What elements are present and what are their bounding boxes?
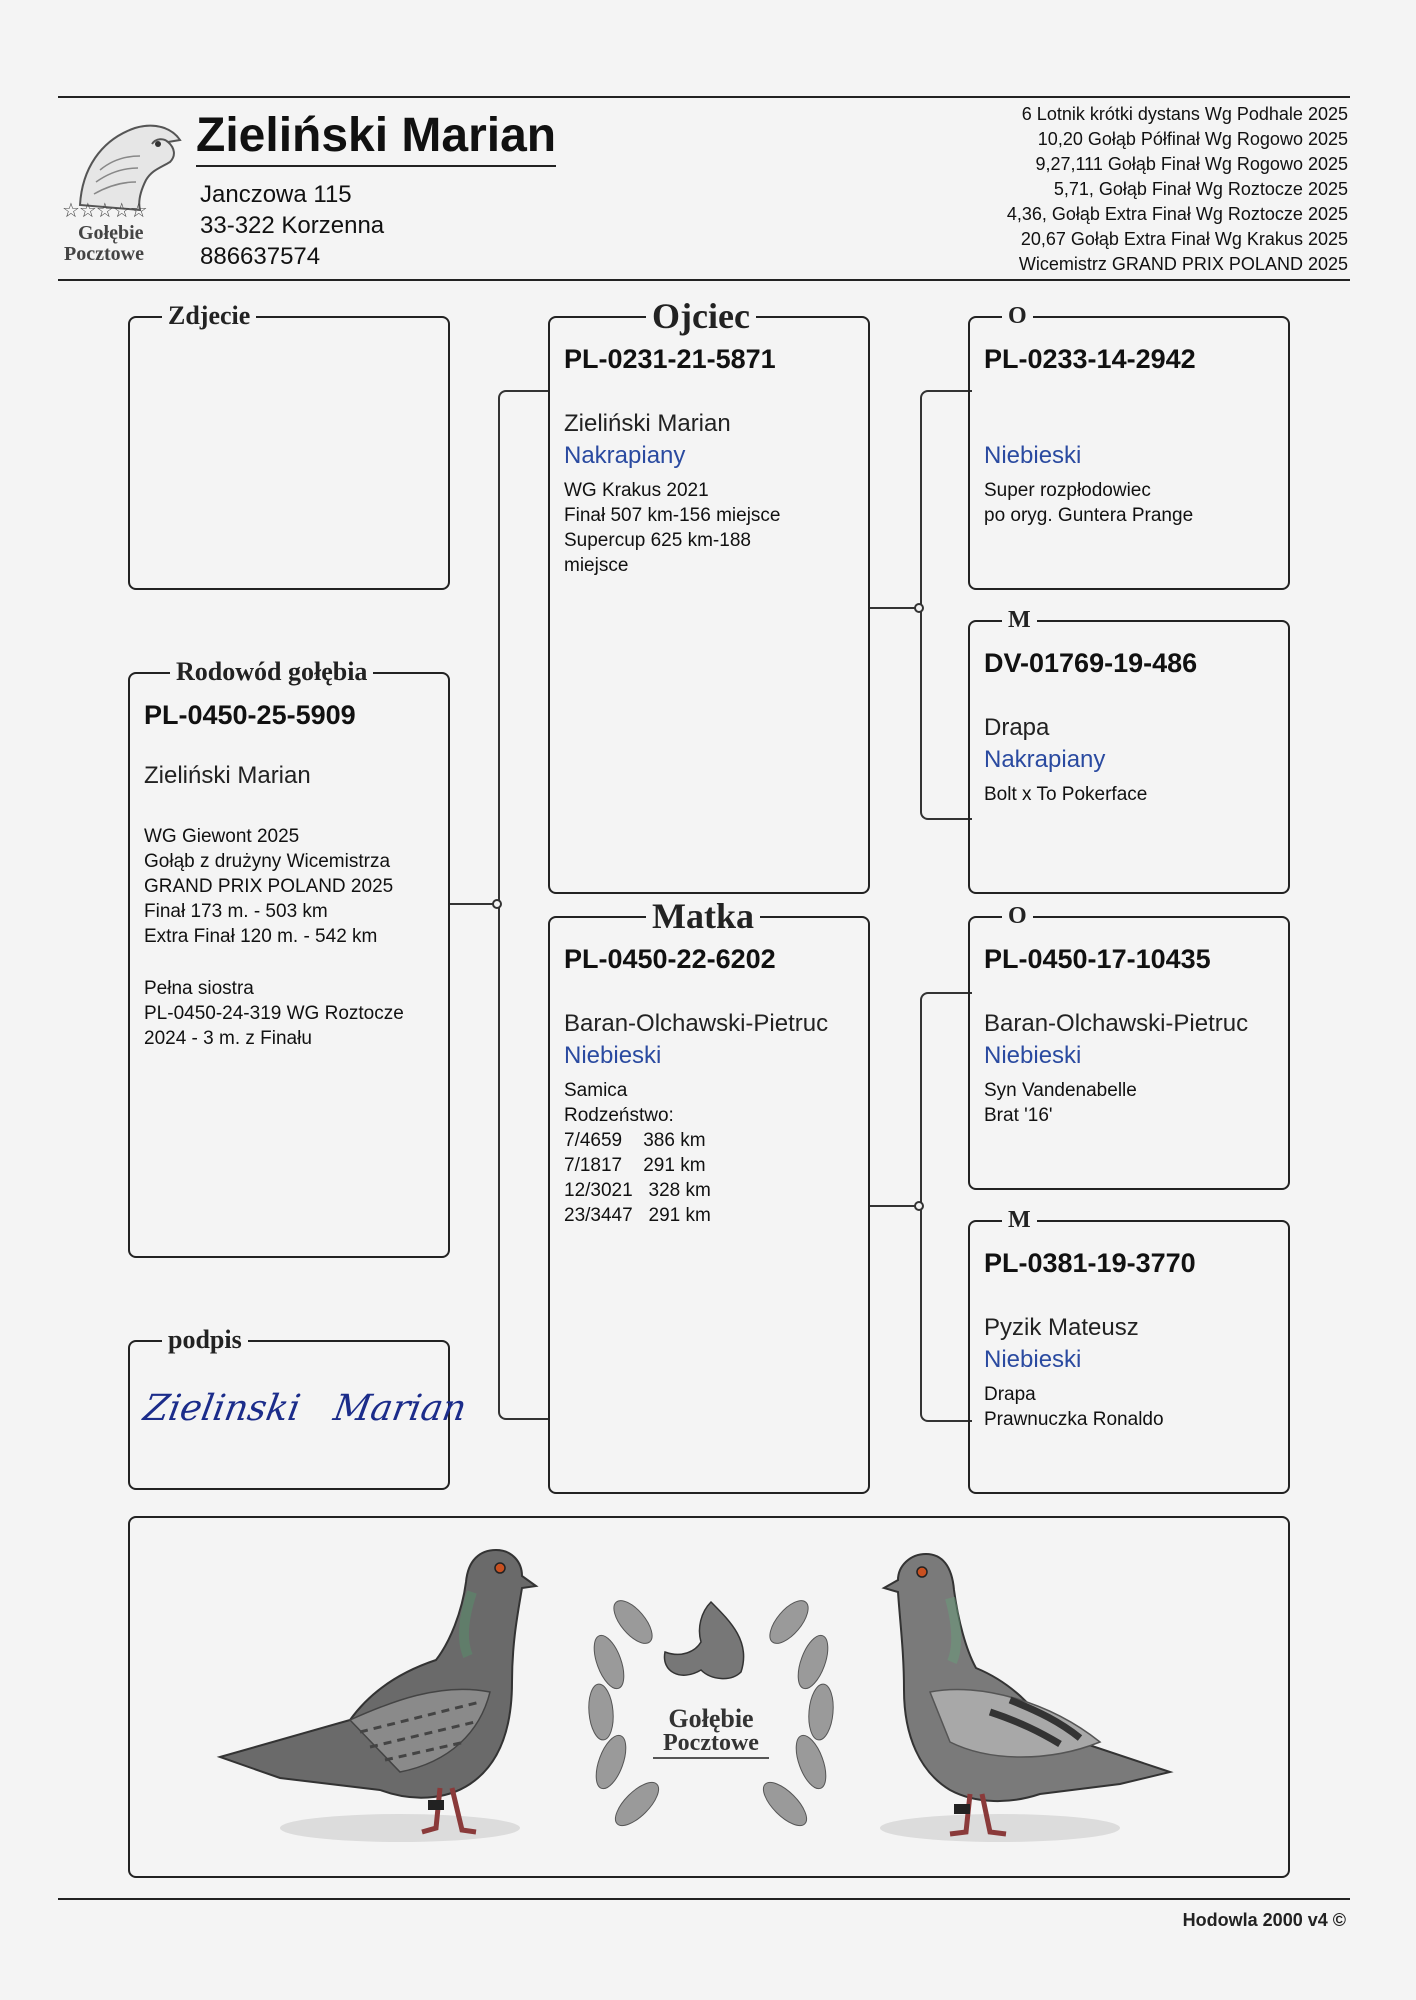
maternal-grandmother-owner: Pyzik Mateusz — [984, 1314, 1139, 1341]
mother-box — [548, 896, 870, 1494]
maternal-grandmother-ring: PL-0381-19-3770 — [984, 1248, 1196, 1278]
achievement-item: 20,67 Gołąb Extra Finał Wg Krakus 2025 — [1020, 229, 1348, 249]
paternal-grandfather-box — [968, 303, 1290, 590]
connector-dot — [914, 603, 924, 613]
maternal-grandfather-box — [968, 903, 1290, 1190]
father-legend: Ojciec — [646, 298, 756, 334]
breeder-name: Zieliński Marian — [196, 108, 556, 167]
paternal-grandfather-legend: O — [1002, 304, 1033, 328]
connector-dot — [492, 899, 502, 909]
father-box — [548, 296, 870, 894]
signature-legend: podpis — [162, 1327, 248, 1353]
achievement-item: 9,27,111 Gołąb Finał Wg Rogowo 2025 — [1035, 154, 1348, 174]
pedigree-connector-stub — [870, 1205, 920, 1207]
photo-legend: Zdjecie — [162, 303, 256, 329]
achievement-item: 5,71, Gołąb Finał Wg Roztocze 2025 — [1053, 179, 1348, 199]
maternal-grandmother-color: Niebieski — [984, 1346, 1082, 1373]
banner-logo-text-line2: Pocztowe — [653, 1730, 769, 1759]
pigeon-legend: Rodowód gołębia — [170, 659, 373, 685]
achievement-item: 4,36, Gołąb Extra Finał Wg Roztocze 2025 — [1006, 204, 1348, 224]
phone-number: 886637574 — [200, 243, 321, 270]
maternal-grandmother-box — [968, 1207, 1290, 1494]
father-color: Nakrapiany — [564, 442, 686, 469]
paternal-grandmother-legend: M — [1002, 608, 1037, 632]
logo-stars: ☆☆☆☆☆ — [62, 200, 147, 222]
paternal-grandfather-info: Super rozpłodowiec po oryg. Guntera Prange — [984, 480, 1194, 526]
father-owner: Zieliński Marian — [564, 410, 731, 437]
achievements-list — [1007, 102, 1348, 277]
logo-text-line1: Gołębie — [78, 222, 144, 244]
pigeon-right-illustration — [850, 1532, 1190, 1862]
logo-text-line2: Pocztowe — [64, 243, 144, 265]
maternal-grandfather-color: Niebieski — [984, 1042, 1082, 1069]
father-ring-number: PL-0231-21-5871 — [564, 344, 776, 374]
signature-box — [128, 1325, 470, 1490]
mother-legend: Matka — [646, 898, 760, 934]
pigeon-sibling-info: Pełna siostra PL-0450-24-319 WG Roztocze 2024 - 3 m. z Finału — [144, 978, 404, 1049]
pigeon-box — [128, 657, 450, 1258]
handwritten-signature: Zielinski Marian — [140, 1388, 470, 1429]
paternal-grandmother-owner: Drapa — [984, 714, 1050, 741]
mother-owner: Baran-Olchawski-Pietruc — [564, 1010, 829, 1037]
paternal-grandmother-ring: DV-01769-19-486 — [984, 648, 1198, 678]
maternal-grandfather-legend: O — [1002, 904, 1033, 928]
pigeon-ring-number: PL-0450-25-5909 — [144, 700, 356, 730]
pedigree-connector-stub — [870, 607, 920, 609]
achievement-item: Wicemistrz GRAND PRIX POLAND 2025 — [1018, 254, 1348, 274]
header-bottom-rule — [58, 279, 1350, 281]
footer-rule — [58, 1898, 1350, 1900]
paternal-grandmother-info: Bolt x To Pokerface — [984, 784, 1148, 805]
maternal-grandmother-info: Drapa Prawnuczka Ronaldo — [984, 1384, 1164, 1430]
banner-logo-text-line1: Gołębie — [668, 1704, 754, 1733]
pedigree-connector-father — [920, 390, 972, 820]
paternal-grandfather-color: Niebieski — [984, 442, 1082, 469]
mother-color: Niebieski — [564, 1042, 662, 1069]
maternal-grandmother-legend: M — [1002, 1208, 1037, 1232]
achievement-item: 10,20 Gołąb Półfinał Wg Rogowo 2025 — [1037, 129, 1348, 149]
header-top-rule — [58, 96, 1350, 98]
maternal-grandfather-owner: Baran-Olchawski-Pietruc — [984, 1010, 1249, 1037]
pedigree-connector-mother — [920, 992, 972, 1422]
paternal-grandfather-ring: PL-0233-14-2942 — [984, 344, 1196, 374]
software-credit: Hodowla 2000 v4 © — [1182, 1910, 1346, 1930]
pedigree-connector-parents — [498, 390, 550, 1420]
mother-info: Samica Rodzeństwo: 7/4659 386 km 7/1817 291 km 12/3021 328 km 23/3447 291 km — [564, 1080, 711, 1226]
wreath-logo-icon — [561, 1532, 861, 1862]
paternal-grandmother-color: Nakrapiany — [984, 746, 1106, 773]
achievement-item: 6 Lotnik krótki dystans Wg Podhale 2025 — [1021, 104, 1348, 124]
header-logo — [60, 110, 188, 270]
mother-ring-number: PL-0450-22-6202 — [564, 944, 776, 974]
maternal-grandfather-info: Syn Vandenabelle Brat '16' — [984, 1080, 1137, 1126]
connector-dot — [914, 1201, 924, 1211]
address-street: Janczowa 115 — [200, 181, 352, 208]
photo-box — [128, 301, 450, 590]
address-city: 33-322 Korzenna — [200, 212, 385, 239]
banner-box — [128, 1516, 1290, 1878]
pigeon-left-illustration — [200, 1532, 540, 1862]
maternal-grandfather-ring: PL-0450-17-10435 — [984, 944, 1211, 974]
pigeon-results: WG Giewont 2025 Gołąb z drużyny Wicemistrza GRAND PRIX POLAND 2025 Finał 173 m. - 503 km Extra Finał 120 m. - 542 km — [144, 826, 394, 947]
father-info: WG Krakus 2021 Finał 507 km-156 miejsce Supercup 625 km-188 miejsce — [564, 480, 781, 576]
pigeon-owner: Zieliński Marian — [144, 762, 311, 789]
paternal-grandmother-box — [968, 607, 1290, 894]
